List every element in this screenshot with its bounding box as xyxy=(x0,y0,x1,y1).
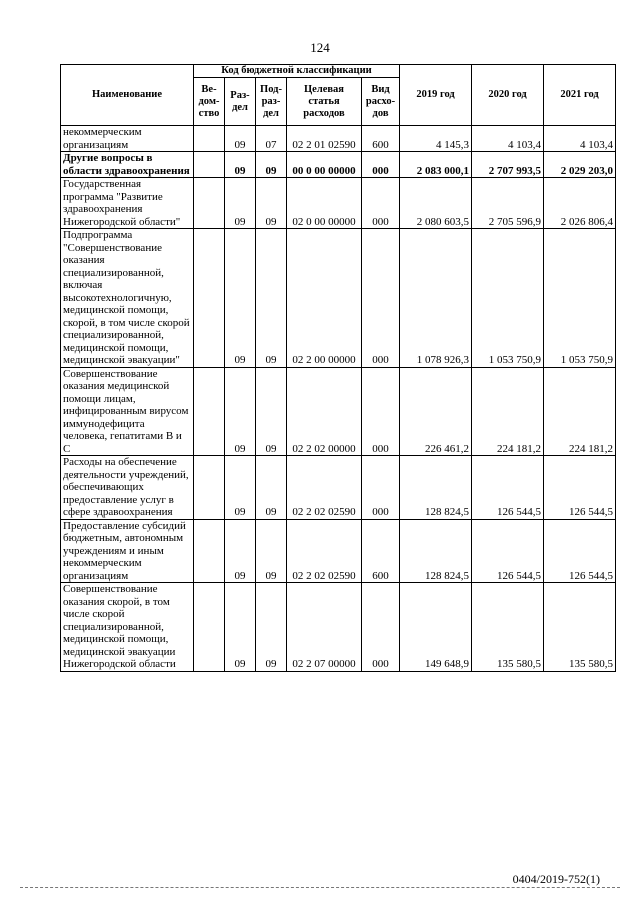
header-name: Наименование xyxy=(61,65,194,126)
budget-table xyxy=(60,64,616,672)
row-name: Государственная программа "Развитие здравоохранения Нижегородской области" xyxy=(61,178,194,229)
table-row xyxy=(61,229,616,368)
header-2019: 2019 год xyxy=(400,65,472,126)
page-number: 124 xyxy=(310,40,330,55)
row-target: 02 2 02 02590 xyxy=(287,456,362,520)
row-razdel: 09 xyxy=(225,126,256,152)
row-vid: 600 xyxy=(362,126,400,152)
row-ved xyxy=(194,178,225,229)
row-razdel: 09 xyxy=(225,456,256,520)
row-2021: 2 026 806,4 xyxy=(544,178,616,229)
row-2021: 126 544,5 xyxy=(544,456,616,520)
row-vid: 000 xyxy=(362,152,400,178)
row-ved xyxy=(194,519,225,583)
header-target: Целевая статья расходов xyxy=(287,78,362,126)
row-2019: 2 083 000,1 xyxy=(400,152,472,178)
table-row xyxy=(61,152,616,178)
header-code-group: Код бюджетной классификации xyxy=(194,65,400,78)
row-podrazdel: 07 xyxy=(256,126,287,152)
row-target: 02 2 00 00000 xyxy=(287,229,362,368)
row-target: 02 2 02 00000 xyxy=(287,367,362,456)
row-podrazdel: 09 xyxy=(256,583,287,672)
row-name: Другие вопросы в области здравоохранения xyxy=(61,152,194,178)
row-name: Совершенствование оказания медицинской помощи лицам, инфицированным вирусом иммунодефицита человека, гепатитами В и С xyxy=(61,367,194,456)
row-vid: 000 xyxy=(362,178,400,229)
row-ved xyxy=(194,126,225,152)
table-row xyxy=(61,519,616,583)
row-razdel: 09 xyxy=(225,583,256,672)
row-name: Расходы на обеспечение деятельности учреждений, обеспечивающих предоставление услуг в сфере здравоохранения xyxy=(61,456,194,520)
row-2019: 2 080 603,5 xyxy=(400,178,472,229)
row-podrazdel: 09 xyxy=(256,367,287,456)
row-target: 02 2 07 00000 xyxy=(287,583,362,672)
row-razdel: 09 xyxy=(225,367,256,456)
row-razdel: 09 xyxy=(225,178,256,229)
header-podrazdel: Под- раз- дел xyxy=(256,78,287,126)
row-2020: 2 705 596,9 xyxy=(472,178,544,229)
row-vid: 000 xyxy=(362,583,400,672)
row-2021: 135 580,5 xyxy=(544,583,616,672)
row-name: Подпрограмма "Совершенствование оказания специализированной, включая высокотехнологичную, медицинской помощи, скорой, в том числе скорой специализированной, медицинской помощи, медицинской эвакуации" xyxy=(61,229,194,368)
row-target: 02 0 00 00000 xyxy=(287,178,362,229)
row-2021: 1 053 750,9 xyxy=(544,229,616,368)
row-podrazdel: 09 xyxy=(256,178,287,229)
document-code: 0404/2019-752(1) xyxy=(512,872,600,886)
row-podrazdel: 09 xyxy=(256,152,287,178)
header-2021: 2021 год xyxy=(544,65,616,126)
row-2019: 1 078 926,3 xyxy=(400,229,472,368)
row-2019: 226 461,2 xyxy=(400,367,472,456)
row-2020: 135 580,5 xyxy=(472,583,544,672)
header-ved: Ве- дом- ство xyxy=(194,78,225,126)
row-2020: 4 103,4 xyxy=(472,126,544,152)
row-2019: 149 648,9 xyxy=(400,583,472,672)
row-2020: 126 544,5 xyxy=(472,456,544,520)
row-2020: 1 053 750,9 xyxy=(472,229,544,368)
row-razdel: 09 xyxy=(225,519,256,583)
row-2021: 2 029 203,0 xyxy=(544,152,616,178)
row-name: Предоставление субсидий бюджетным, автономным учреждениям и иным некоммерческим организациям xyxy=(61,519,194,583)
row-2019: 128 824,5 xyxy=(400,456,472,520)
row-vid: 000 xyxy=(362,367,400,456)
table-body xyxy=(61,126,616,672)
row-vid: 000 xyxy=(362,456,400,520)
row-name: Совершенствование оказания скорой, в том числе скорой специализированной, медицинской помощи, медицинской эвакуации Нижегородской области xyxy=(61,583,194,672)
row-2021: 4 103,4 xyxy=(544,126,616,152)
row-razdel: 09 xyxy=(225,152,256,178)
row-ved xyxy=(194,367,225,456)
row-2020: 126 544,5 xyxy=(472,519,544,583)
header-razdel: Раз- дел xyxy=(225,78,256,126)
row-target: 00 0 00 00000 xyxy=(287,152,362,178)
row-podrazdel: 09 xyxy=(256,519,287,583)
table-row xyxy=(61,367,616,456)
row-podrazdel: 09 xyxy=(256,456,287,520)
row-target: 02 2 01 02590 xyxy=(287,126,362,152)
row-ved xyxy=(194,456,225,520)
row-razdel: 09 xyxy=(225,229,256,368)
row-name: некоммерческим организациям xyxy=(61,126,194,152)
table-row xyxy=(61,178,616,229)
row-2020: 224 181,2 xyxy=(472,367,544,456)
row-ved xyxy=(194,229,225,368)
footer-divider xyxy=(20,887,620,888)
row-2020: 2 707 993,5 xyxy=(472,152,544,178)
header-2020: 2020 год xyxy=(472,65,544,126)
row-vid: 600 xyxy=(362,519,400,583)
row-target: 02 2 02 02590 xyxy=(287,519,362,583)
row-2019: 4 145,3 xyxy=(400,126,472,152)
row-vid: 000 xyxy=(362,229,400,368)
row-2021: 126 544,5 xyxy=(544,519,616,583)
table-row xyxy=(61,126,616,152)
table-row xyxy=(61,456,616,520)
row-podrazdel: 09 xyxy=(256,229,287,368)
row-ved xyxy=(194,152,225,178)
row-ved xyxy=(194,583,225,672)
table-row xyxy=(61,583,616,672)
header-vid: Вид расхо- дов xyxy=(362,78,400,126)
row-2019: 128 824,5 xyxy=(400,519,472,583)
row-2021: 224 181,2 xyxy=(544,367,616,456)
